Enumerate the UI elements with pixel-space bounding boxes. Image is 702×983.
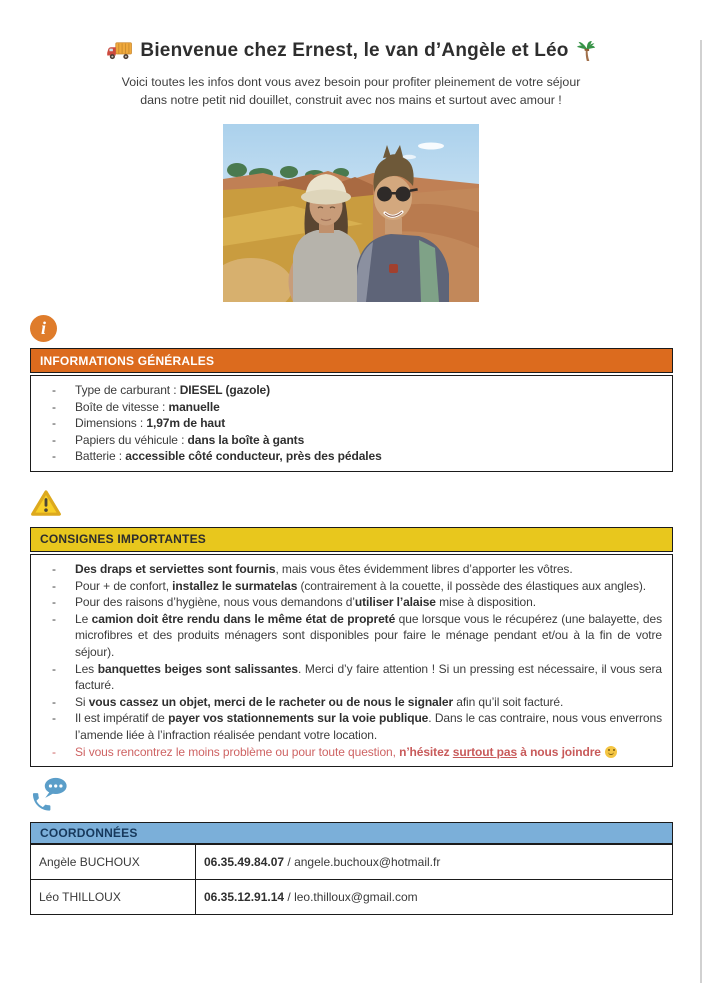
contact-details: 06.35.12.91.14 / leo.thilloux@gmail.com — [196, 880, 673, 915]
intro-line-2: dans notre petit nid douillet, construit avec nos mains et surtout avec amour ! — [140, 93, 562, 107]
section-heading-text: COORDONNÉES — [40, 826, 138, 841]
intro-line-1: Voici toutes les infos dont vous avez besoin pour profiter pleinement de votre séjour — [121, 75, 581, 89]
contact-details: 06.35.49.84.07 / angele.buchoux@hotmail.fr — [196, 845, 673, 880]
contact-name: Angèle BUCHOUX — [31, 845, 196, 880]
warning-triangle-icon — [30, 489, 62, 518]
delivery-truck-icon — [106, 41, 133, 61]
list-item-accent: - Si vous rencontrez le moins problème ou pour toute question, n’hésitez surtout pas à nous joindre — [31, 744, 672, 761]
consignes-importantes-box — [30, 554, 673, 767]
couple-photo — [223, 124, 479, 302]
list-item: - Des draps et serviettes sont fournis, mais vous êtes évidemment libres d’apporter les vôtres. — [52, 561, 573, 576]
page-title-text: Bienvenue chez Ernest, le van d’Angèle et Léo — [140, 40, 569, 61]
section-heading-text: CONSIGNES IMPORTANTES — [40, 532, 206, 547]
list-item: - Papiers du véhicule : dans la boîte à gants — [52, 432, 305, 447]
list-item: - Il est impératif de payer vos stationnements sur la voie publique. Dans le cas contraire, nous vous enverrons l’amende liée à l’infraction réalisée pendant votre location. — [52, 711, 662, 742]
palm-tree-icon — [576, 40, 596, 62]
list-item: - Si vous cassez un objet, merci de le racheter ou de nous le signaler afin qu’il soit facturé. — [52, 694, 564, 709]
list-item: - Batterie : accessible côté conducteur, près des pédales — [52, 449, 382, 464]
section-header-consignes-importantes — [30, 527, 673, 552]
intro-text — [0, 73, 702, 109]
list-item: - Boîte de vitesse : manuelle — [52, 399, 220, 414]
informations-generales-box — [30, 375, 673, 472]
list-item: - Le camion doit être rendu dans le même état de propreté que lorsque vous le récupérez (une balayette, des microfibres et des produits ménagers sont disponibles pour faire le ménage pendant et/ou à la fin de votre séjour). — [52, 611, 662, 659]
list-item: - Dimensions : 1,97m de haut — [52, 416, 226, 431]
list-item: - Pour des raisons d’hygiène, nous vous demandons d’utiliser l’alaise mise à disposition. — [52, 595, 536, 610]
smiley-icon — [605, 746, 617, 758]
phone-chat-icon — [30, 776, 70, 814]
page-title — [0, 40, 702, 62]
info-circle-icon: i — [30, 315, 57, 342]
list-item: - Les banquettes beiges sont salissantes. Merci d’y faire attention ! Si un pressing est nécessaire, il vous sera facturé. — [52, 661, 662, 693]
section-header-informations-generales — [30, 348, 673, 373]
contact-name: Léo THILLOUX — [31, 880, 196, 915]
contact-row — [31, 880, 673, 915]
contacts-table — [30, 844, 673, 915]
list-item: - Pour + de confort, installez le surmatelas (contrairement à la couette, il possède des élastiques aux angles). — [52, 578, 647, 593]
contact-row — [31, 845, 673, 880]
list-item: - Type de carburant : DIESEL (gazole) — [52, 383, 271, 397]
section-heading-text: INFORMATIONS GÉNÉRALES — [40, 353, 215, 368]
section-header-coordonnees — [30, 822, 673, 844]
